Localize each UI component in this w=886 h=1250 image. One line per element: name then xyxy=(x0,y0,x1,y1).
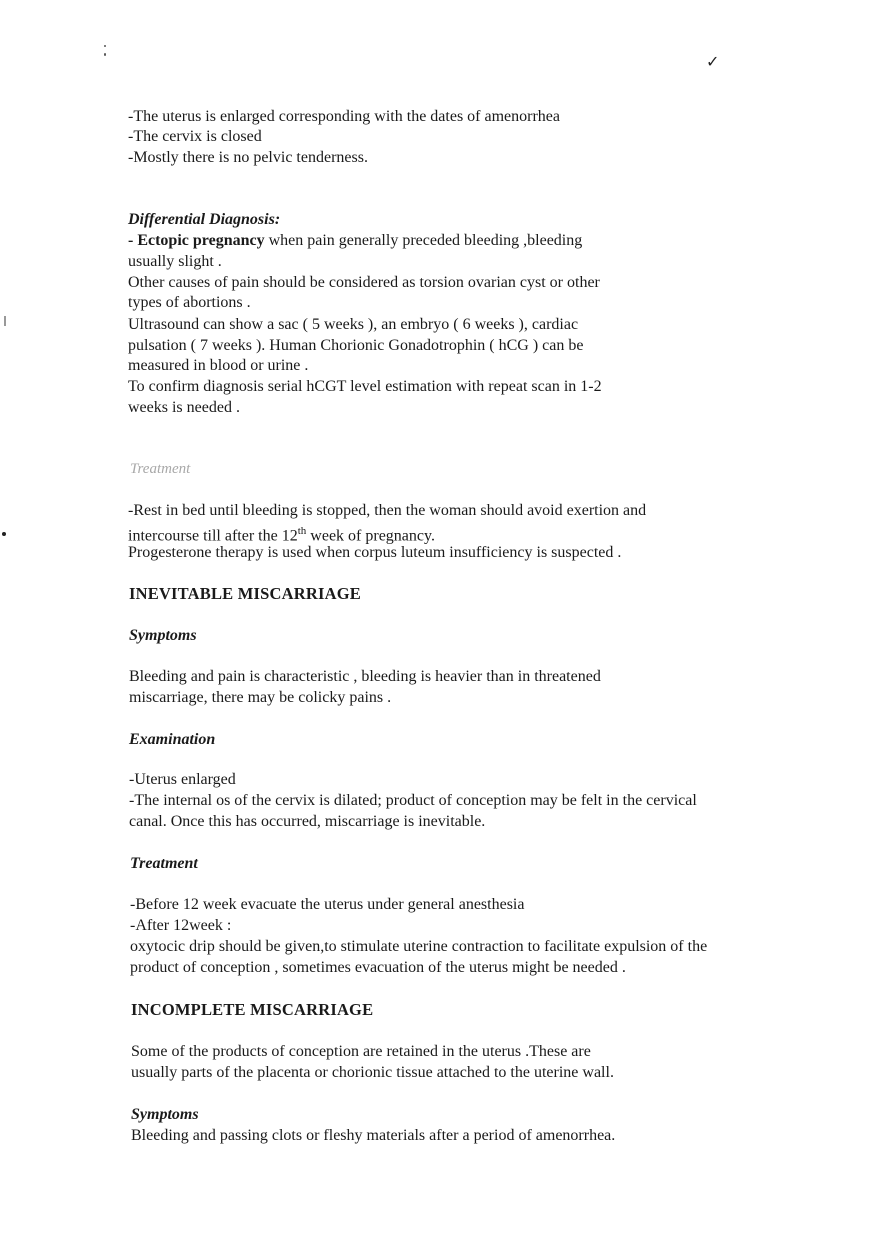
progesterone-line: Progesterone therapy is used when corpus luteum insufficiency is suspected . xyxy=(128,544,622,561)
scan-speck xyxy=(2,532,6,536)
rest-line-2-b: week of pregnancy. xyxy=(306,527,435,545)
examination-line: -The internal os of the cervix is dilated; product of conception may be felt in the cervical xyxy=(129,792,697,809)
incomplete-symptoms-line: Bleeding and passing clots or fleshy materials after a period of amenorrhea. xyxy=(131,1127,616,1144)
incomplete-intro-line: Some of the products of conception are retained in the uterus .These are xyxy=(131,1043,591,1060)
incomplete-symptoms-heading: Symptoms xyxy=(131,1106,199,1123)
examination-line: canal. Once this has occurred, miscarriage is inevitable. xyxy=(129,813,486,830)
dd-ectopic-text: when pain generally preceded bleeding ,bleeding xyxy=(264,232,583,249)
rest-line-2-sup: th xyxy=(297,525,307,537)
dd-line: To confirm diagnosis serial hCGT level estimation with repeat scan in 1-2 xyxy=(128,378,602,395)
dd-line: usually slight . xyxy=(128,253,222,270)
exam-line-3: -Mostly there is no pelvic tenderness. xyxy=(128,149,368,166)
dd-line: Ultrasound can show a sac ( 5 weeks ), an embryo ( 6 weeks ), cardiac xyxy=(128,316,579,333)
check-mark: ✓ xyxy=(706,52,720,71)
treatment-line: -Before 12 week evacuate the uterus under general anesthesia xyxy=(130,896,525,913)
rest-line-2-a: intercourse till after the 12 xyxy=(128,527,298,545)
treatment-line: -After 12week : xyxy=(130,917,232,934)
dd-line: Other causes of pain should be considered as torsion ovarian cyst or other xyxy=(128,274,600,291)
differential-diagnosis-heading: Differential Diagnosis: xyxy=(128,211,281,228)
dd-ectopic-bold: - Ectopic pregnancy xyxy=(128,232,265,249)
scan-speck xyxy=(104,53,106,56)
symptoms-line: Bleeding and pain is characteristic , bleeding is heavier than in threatened xyxy=(129,668,601,685)
dd-ectopic-line xyxy=(128,230,582,251)
treatment-line: oxytocic drip should be given,to stimulate uterine contraction to facilitate expulsion of the xyxy=(130,938,708,955)
scan-speck xyxy=(4,316,6,326)
exam-line-1: -The uterus is enlarged corresponding with the dates of amenorrhea xyxy=(128,108,560,125)
treatment-faint-heading: Treatment xyxy=(130,461,191,477)
dd-line: pulsation ( 7 weeks ). Human Chorionic Gonadotrophin ( hCG ) can be xyxy=(128,337,584,354)
scan-speck xyxy=(104,45,106,47)
treatment-heading: Treatment xyxy=(130,855,198,872)
symptoms-heading: Symptoms xyxy=(129,627,197,644)
incomplete-miscarriage-heading: INCOMPLETE MISCARRIAGE xyxy=(131,1000,374,1019)
dd-line: types of abortions . xyxy=(128,294,251,311)
exam-line-2: -The cervix is closed xyxy=(128,128,262,145)
examination-line: -Uterus enlarged xyxy=(129,771,236,788)
dd-line: measured in blood or urine . xyxy=(128,357,309,374)
inevitable-miscarriage-heading: INEVITABLE MISCARRIAGE xyxy=(129,584,361,603)
dd-line: weeks is needed . xyxy=(128,399,240,416)
rest-line-1: -Rest in bed until bleeding is stopped, then the woman should avoid exertion and xyxy=(128,502,647,519)
treatment-line: product of conception , sometimes evacuation of the uterus might be needed . xyxy=(130,959,626,976)
symptoms-line: miscarriage, there may be colicky pains . xyxy=(129,689,392,706)
examination-heading: Examination xyxy=(129,731,216,748)
incomplete-intro-line: usually parts of the placenta or chorionic tissue attached to the uterine wall. xyxy=(131,1064,614,1081)
